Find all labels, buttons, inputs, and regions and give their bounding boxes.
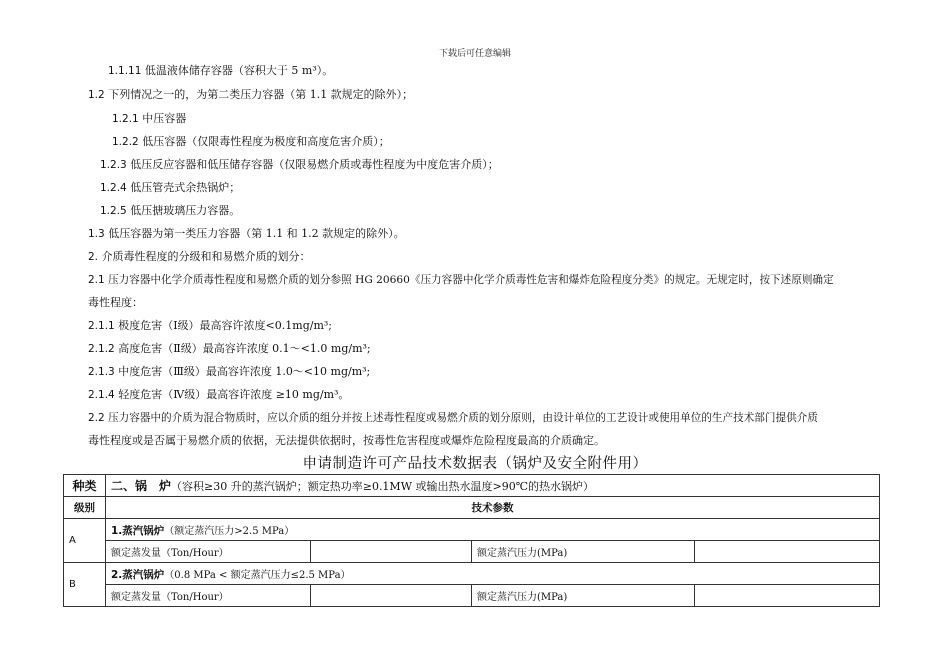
rated-evaporation-value[interactable] (311, 541, 472, 563)
clause-1-2: 1.2 下列情况之一的，为第二类压力容器（第 1.1 款规定的除外）； (88, 88, 414, 101)
clause-1-2-5: 1.2.5 低压搪玻璃压力容器。 (100, 204, 241, 217)
grade-b: B (64, 563, 106, 607)
rated-evaporation-value[interactable] (311, 585, 472, 607)
params-label: 技术参数 (106, 497, 880, 519)
category-label: 种类 (64, 475, 106, 497)
clause-2-1: 2.1 压力容器中化学介质毒性程度和易燃介质的划分参照 HG 20660《压力容器中化学介质毒性危害和爆炸危险程度分类》的规定。无规定时，按下述原则确定 (88, 274, 834, 286)
clause-1-2-1: 1.2.1 中压容器 (112, 112, 187, 125)
table-row (64, 563, 880, 585)
category-description: 二、锅 炉（容积≥30 升的蒸汽锅炉；额定热功率≥0.1MW 或输出热水温度>90℃的热水锅炉） (106, 475, 880, 497)
boiler-data-table (63, 474, 880, 607)
clause-1-2-4: 1.2.4 低压管壳式余热锅炉； (100, 181, 241, 194)
rated-evaporation-label: 额定蒸发量（Ton/Hour） (106, 585, 311, 607)
clause-2-1-cont: 毒性程度： (88, 296, 143, 309)
clause-1-2-3: 1.2.3 低压反应容器和低压储存容器（仅限易燃介质或毒性程度为中度危害介质）； (100, 158, 499, 171)
rated-pressure-label: 额定蒸汽压力(MPa) (472, 585, 695, 607)
clause-2-1-4: 2.1.4 轻度危害（Ⅳ级）最高容许浓度 ≥10 mg/m³。 (88, 388, 350, 401)
grade-a: A (64, 519, 106, 563)
clause-2-1-1: 2.1.1 极度危害（Ⅰ级）最高容许浓度<0.1mg/m³; (88, 319, 332, 332)
table-row (64, 541, 880, 563)
clause-1-1-11: 1.1.11 低温液体储存容器（容积大于 5 m³）。 (108, 64, 334, 77)
boiler-type-2: 2.蒸汽锅炉（0.8 MPa < 额定蒸汽压力≤2.5 MPa） (106, 563, 880, 585)
table-title: 申请制造许可产品技术数据表（锅炉及安全附件用） (302, 456, 648, 472)
clause-1-2-2: 1.2.2 低压容器（仅限毒性程度为极度和高度危害介质）； (112, 135, 390, 148)
clause-2: 2. 介质毒性程度的分级和和易燃介质的划分： (88, 250, 311, 263)
clause-2-1-2: 2.1.2 高度危害（Ⅱ级）最高容许浓度 0.1～<1.0 mg/m³; (88, 342, 371, 355)
grade-label: 级别 (64, 497, 106, 519)
page-header-note: 下载后可任意编辑 (438, 49, 511, 59)
clause-2-2-cont: 毒性程度或是否属于易燃介质的依据，无法提供依据时，按毒性危害程度或爆炸危险程度最高的介质确定。 (88, 434, 605, 447)
clause-2-2: 2.2 压力容器中的介质为混合物质时，应以介质的组分并按上述毒性程度或易燃介质的划分原则，由设计单位的工艺设计或使用单位的生产技术部门提供介质 (88, 412, 818, 424)
boiler-type-1: 1.蒸汽锅炉（额定蒸汽压力>2.5 MPa） (106, 519, 880, 541)
rated-pressure-label: 额定蒸汽压力(MPa) (472, 541, 695, 563)
rated-evaporation-label: 额定蒸发量（Ton/Hour） (106, 541, 311, 563)
clause-1-3: 1.3 低压容器为第一类压力容器（第 1.1 和 1.2 款规定的除外）。 (88, 227, 405, 240)
clause-2-1-3: 2.1.3 中度危害（Ⅲ级）最高容许浓度 1.0～<10 mg/m³; (88, 365, 371, 378)
table-row (64, 519, 880, 541)
category-row (64, 475, 880, 497)
header-row (64, 497, 880, 519)
table-row (64, 585, 880, 607)
rated-pressure-value[interactable] (695, 541, 880, 563)
rated-pressure-value[interactable] (695, 585, 880, 607)
